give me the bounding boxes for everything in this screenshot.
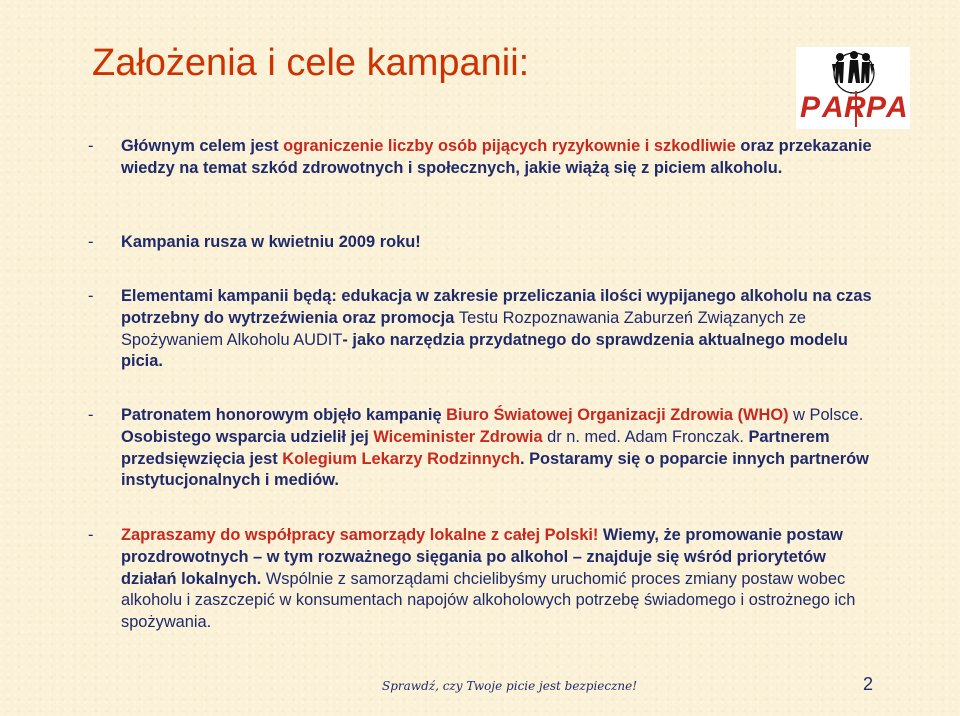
bullet-dash: - — [88, 287, 94, 305]
text-segment: Patronatem honorowym objęło kampanię — [121, 406, 447, 424]
text-segment: Kampania rusza w kwietniu 2009 roku! — [121, 233, 421, 251]
text-segment: w Polsce. — [788, 406, 864, 424]
text-segment: ograniczenie liczby osób pijących ryzykownie i szkodliwie — [283, 137, 736, 155]
text-segment: Kolegium Lekarzy Rodzinnych — [282, 449, 520, 468]
text-segment: Partnerem przedsięwzięcia jest — [121, 427, 830, 468]
text-segment: Wiceminister Zdrowia — [373, 427, 543, 446]
text-segment: Testu Rozpoznawania Zaburzeń Związanych ze Spożywaniem Alkoholu AUDIT — [121, 308, 807, 349]
text-segment: Osobistego wsparcia udzielił jej — [121, 427, 374, 446]
svg-text:A: A — [886, 91, 908, 124]
bullet-text — [121, 525, 881, 634]
bullet-text — [121, 136, 881, 180]
text-segment: Biuro Światowej Organizacji Zdrowia (WHO) — [446, 406, 789, 424]
bullet-dash: - — [88, 526, 94, 544]
bullet-dash: - — [88, 137, 94, 155]
page-number: 2 — [863, 674, 874, 694]
footer-slogan: Sprawdź, czy Twoje picie jest bezpieczne! — [382, 679, 638, 693]
svg-text:A: A — [822, 91, 844, 124]
text-segment: . Postaramy się o poparcie innych partnerów instytucjonalnych i mediów. — [121, 449, 869, 490]
text-segment: oraz przekazanie wiedzy na temat szkód zdrowotnych i społecznych, jakie wiążą się z piciem alkoholu. — [121, 137, 872, 177]
parpa-logo — [796, 47, 910, 129]
svg-text:R: R — [844, 91, 866, 124]
bullet-text — [121, 286, 881, 373]
logo-letter-p: P — [800, 91, 821, 124]
slide-title: Założenia i cele kampanii: — [92, 42, 530, 84]
text-segment: dr n. med. Adam Fronczak. — [542, 427, 749, 446]
bullet-text — [121, 232, 881, 254]
text-segment: - jako narzędzia przydatnego do sprawdzenia aktualnego modelu picia. — [121, 330, 848, 371]
text-segment: Wiemy, że promowanie postaw prozdrowotnych – w tym rozważnego sięgania po alkohol – znajduje się wśród priorytetów działań lokalnych. — [121, 526, 843, 588]
text-segment: Zapraszamy do współpracy samorządy lokalne z całej Polski! — [121, 526, 599, 544]
bullet-dash: - — [88, 406, 94, 424]
bullet-text — [121, 405, 881, 492]
text-segment: Wspólnie z samorządami chcielibyśmy uruchomić proces zmiany postaw wobec alkoholu i zaszczepić w konsumentach napojów alkoholowych potrzebę świadomego i ostrożnego ich spożywania. — [121, 569, 856, 632]
parpa-logo-image — [796, 47, 910, 129]
text-segment: Elementami kampanii będą: edukacja w zakresie przeliczania ilości wypijanego alkoholu na czas potrzebny do wytrzeźwienia oraz promocja — [121, 287, 872, 327]
svg-text:P: P — [866, 91, 887, 124]
bullet-dash: - — [88, 233, 94, 251]
text-segment: Głównym celem jest — [121, 137, 284, 155]
